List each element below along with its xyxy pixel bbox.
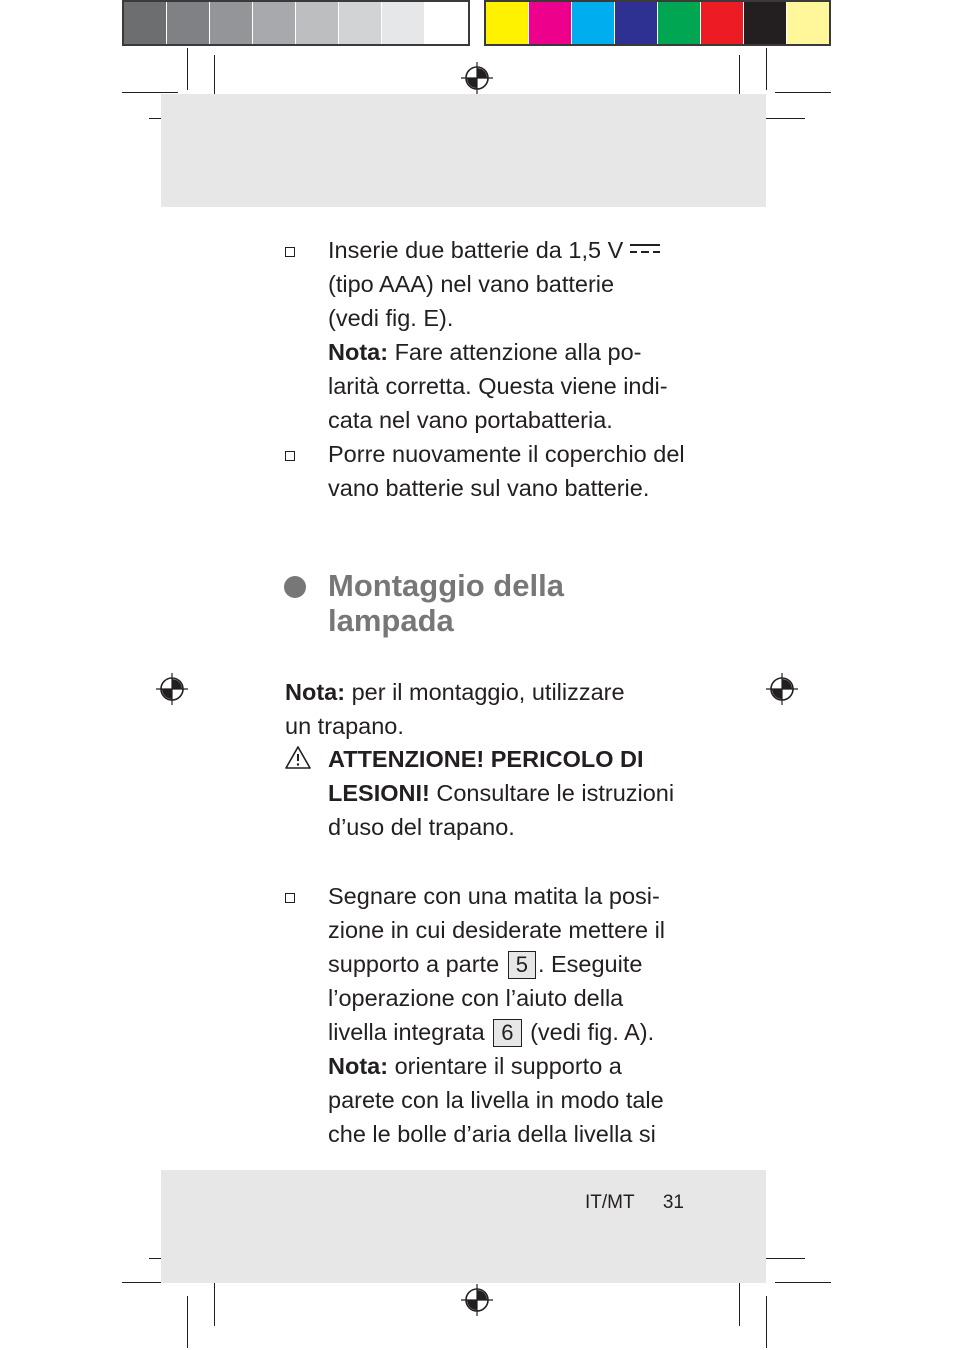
registration-mark-icon xyxy=(765,672,799,706)
section-bullet-icon xyxy=(284,576,306,598)
note-text: larità corretta. Questa viene indi- xyxy=(328,373,668,399)
heading-line: lampada xyxy=(328,603,454,638)
part-reference-badge: 6 xyxy=(493,1019,521,1047)
registration-mark-icon xyxy=(460,1283,494,1317)
registration-mark-icon xyxy=(460,61,494,95)
direct-current-icon xyxy=(630,242,660,256)
marking-text-line: Segnare con una matita la posi- xyxy=(328,883,660,909)
cover-text-line: vano batterie sul vano batterie. xyxy=(328,475,650,501)
note-text: orientare il supporto a xyxy=(388,1053,622,1079)
battery-text-line: (tipo AAA) nel vano batterie xyxy=(328,271,615,297)
note-text: cata nel vano portabatteria. xyxy=(328,407,613,433)
warning-triangle-icon xyxy=(284,745,312,770)
page-number: 31 xyxy=(662,1192,684,1213)
registration-mark-icon xyxy=(155,672,189,706)
checkbox-bullet-icon xyxy=(285,451,295,461)
note-text: un trapano. xyxy=(285,713,404,739)
heading-line: Montaggio della xyxy=(328,568,564,603)
language-code: IT/MT xyxy=(585,1192,635,1213)
note-label: Nota: xyxy=(328,339,389,365)
gray-bar-frame xyxy=(122,0,470,46)
battery-instruction xyxy=(328,233,698,437)
marking-text-line: livella integrata xyxy=(328,1019,485,1045)
section-heading xyxy=(328,568,564,638)
note-text: parete con la livella in modo tale xyxy=(328,1087,664,1113)
part-reference-badge: 5 xyxy=(508,951,536,979)
header-band xyxy=(161,94,766,207)
marking-text-line: l’operazione con l’aiuto della xyxy=(328,985,624,1011)
warning-text: Consultare le istruzioni xyxy=(429,780,675,806)
warning-block xyxy=(328,742,698,844)
warning-label: LESIONI! xyxy=(328,780,430,806)
checkbox-bullet-icon xyxy=(285,893,295,903)
marking-text-line: (vedi fig. A). xyxy=(523,1019,655,1045)
note-label: Nota: xyxy=(328,1053,389,1079)
color-bar-frame xyxy=(484,0,831,46)
warning-text: d’uso del trapano. xyxy=(328,814,515,840)
cover-text-line: Porre nuovamente il coperchio del xyxy=(328,441,685,467)
note-text: per il montaggio, utilizzare xyxy=(345,679,625,705)
note-text: Fare attenzione alla po- xyxy=(388,339,642,365)
battery-text-line: Inserie due batterie da 1,5 V xyxy=(328,237,624,263)
footer-band xyxy=(161,1170,766,1283)
marking-text-line: supporto a parte xyxy=(328,951,500,977)
marking-instruction xyxy=(328,879,698,1151)
cover-instruction xyxy=(328,437,698,505)
checkbox-bullet-icon xyxy=(285,247,295,257)
marking-text-line: zione in cui desiderate mettere il xyxy=(328,917,666,943)
note-text: che le bolle d’aria della livella si xyxy=(328,1121,656,1147)
note-label: Nota: xyxy=(285,679,346,705)
marking-text-line: . Eseguite xyxy=(537,951,643,977)
warning-label: ATTENZIONE! PERICOLO DI xyxy=(328,746,644,772)
battery-text-line: (vedi fig. E). xyxy=(328,305,454,331)
drill-note xyxy=(285,675,705,743)
page-footer xyxy=(585,1192,684,1214)
